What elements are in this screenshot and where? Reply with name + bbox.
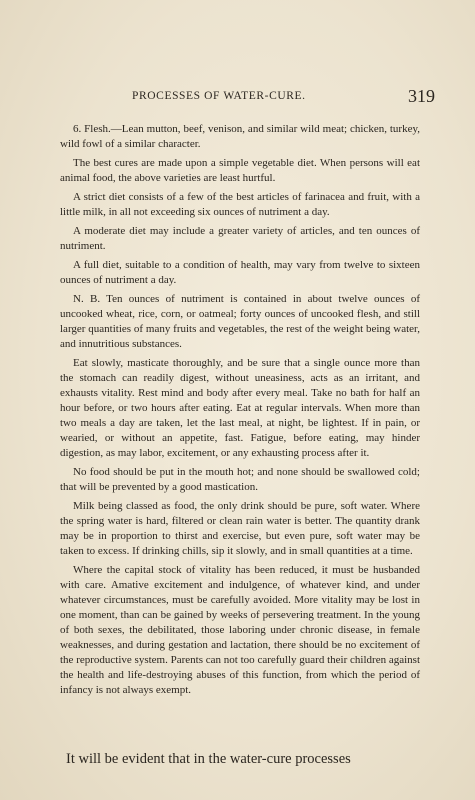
page-number: 319	[408, 86, 435, 106]
paragraph-drink: Milk being classed as food, the only drink should be pure, soft water. Where the spring water is hard, filtered or clean rain water is better. The quantity drank may be in proportion to thirst and exercise, but even pure, soft water may be taken to excess. If drinking chills, sip it slowly, and in small quantities at a time.	[60, 500, 420, 557]
paragraph-vegetable-diet: The best cures are made upon a simple vegetable diet. When persons will eat animal food, the above varieties are least hurtful.	[60, 157, 420, 184]
running-title: PROCESSES OF WATER-CURE.	[132, 90, 306, 102]
page-header	[60, 86, 435, 108]
paragraph-vitality: Where the capital stock of vitality has been reduced, it must be husbanded with care. Amative excitement and indulgence, of whatever kind, and under whatever circumstances, must be carefully avoided. More vitality may be lost in one moment, than can be gained by weeks of persevering treatment. In the young of both sexes, the debilitated, those laboring under chronic disease, in female weaknesses, and during gestation and lactation, there should be no excitement of the reproductive system. Parents can not too carefully guard their children against the health and life-destroying abuses of this function, from which the period of infancy is not always exempt.	[60, 564, 420, 696]
page-body	[60, 122, 420, 702]
paragraph-nota-bene: N. B. Ten ounces of nutriment is contained in about twelve ounces of uncooked wheat, rice, corn, or oatmeal; forty ounces of uncooked flesh, and still larger quantities of many fruits and vegetables, the rest of the weight being water, and innutritious substances.	[60, 293, 420, 350]
closing-line: It will be evident that in the water-cure processes	[66, 750, 351, 767]
paragraph-food-temperature: No food should be put in the mouth hot; and none should be swallowed cold; that will be prevented by a good mastication.	[60, 466, 420, 493]
paragraph-eat-slowly: Eat slowly, masticate thoroughly, and be sure that a single ounce more than the stomach can readily digest, without uneasiness, acts as an irritant, and exhausts vitality. Rest mind and body after every meal. Take no bath for half an hour before, or two hours after eating. Eat at regular intervals. When more than two meals a day are taken, let the last meal, at night, be lightest. If in pain, or wearied, or without an appetite, fast. Fatigue, before eating, may hinder digestion, as may labor, excitement, or any exhausting process after it.	[60, 357, 420, 459]
paragraph-full-diet: A full diet, suitable to a condition of health, may vary from twelve to sixteen ounces of nutriment a day.	[60, 259, 420, 286]
paragraph-flesh: 6. Flesh.—Lean mutton, beef, venison, and similar wild meat; chicken, turkey, wild fowl of a similar character.	[60, 123, 420, 150]
paragraph-strict-diet: A strict diet consists of a few of the best articles of farinacea and fruit, with a little milk, in all not exceeding six ounces of nutriment a day.	[60, 191, 420, 218]
paragraph-moderate-diet: A moderate diet may include a greater variety of articles, and ten ounces of nutriment.	[60, 225, 420, 252]
